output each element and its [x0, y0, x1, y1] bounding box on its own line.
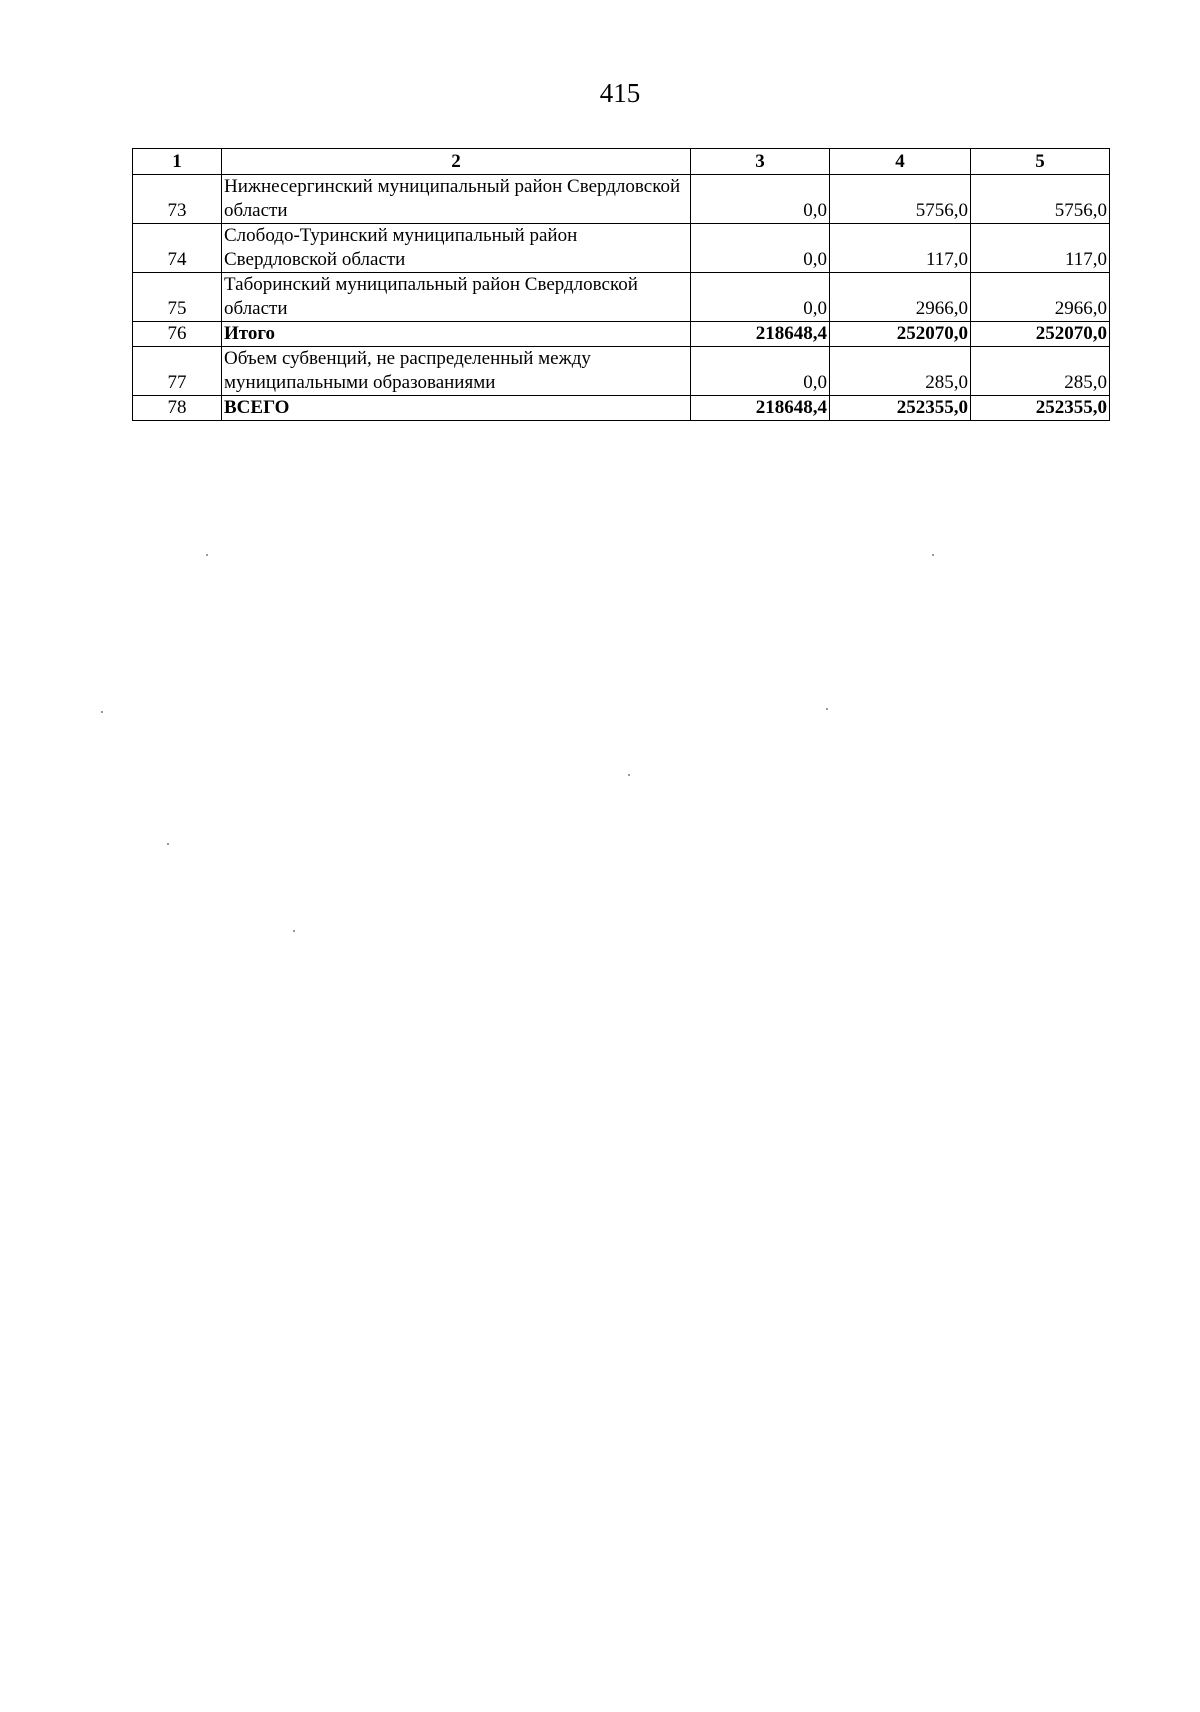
table-row: [133, 273, 1110, 322]
row-number: 73: [133, 175, 222, 224]
row-number: 77: [133, 347, 222, 396]
table-row: [133, 224, 1110, 273]
row-value-col4: 285,0: [830, 347, 971, 396]
table-row: [133, 175, 1110, 224]
row-value-col3: 0,0: [691, 175, 830, 224]
budget-table: [132, 148, 1110, 421]
row-value-col4: 252070,0: [830, 322, 971, 347]
scan-speck: [932, 554, 934, 556]
column-header-4: 4: [830, 149, 971, 175]
column-header-5: 5: [971, 149, 1110, 175]
row-value-col5: 252070,0: [971, 322, 1110, 347]
row-name: ВСЕГО: [222, 396, 691, 421]
column-header-1: 1: [133, 149, 222, 175]
table-header-row: [133, 149, 1110, 175]
scan-speck: [167, 843, 169, 845]
row-number: 76: [133, 322, 222, 347]
row-name: Слободо-Туринский муниципальный район Свердловской области: [222, 224, 691, 273]
scan-speck: [101, 711, 103, 713]
row-value-col3: 0,0: [691, 273, 830, 322]
scan-speck: [826, 708, 828, 710]
scan-speck: [628, 774, 630, 776]
row-value-col4: 117,0: [830, 224, 971, 273]
grand-total-row: [133, 396, 1110, 421]
subtotal-row: [133, 322, 1110, 347]
table-row: [133, 347, 1110, 396]
row-value-col3: 0,0: [691, 347, 830, 396]
scan-speck: [206, 554, 208, 556]
scan-speck: [293, 930, 295, 932]
row-name: Итого: [222, 322, 691, 347]
column-header-3: 3: [691, 149, 830, 175]
row-value-col3: 218648,4: [691, 322, 830, 347]
row-value-col4: 2966,0: [830, 273, 971, 322]
row-number: 74: [133, 224, 222, 273]
row-value-col5: 117,0: [971, 224, 1110, 273]
row-number: 75: [133, 273, 222, 322]
row-value-col3: 218648,4: [691, 396, 830, 421]
row-number: 78: [133, 396, 222, 421]
row-value-col5: 252355,0: [971, 396, 1110, 421]
row-value-col3: 0,0: [691, 224, 830, 273]
row-name: Нижнесергинский муниципальный район Свердловской области: [222, 175, 691, 224]
page-number: 415: [599, 78, 641, 108]
row-value-col5: 2966,0: [971, 273, 1110, 322]
row-name: Таборинский муниципальный район Свердловской области: [222, 273, 691, 322]
column-header-2: 2: [222, 149, 691, 175]
row-value-col5: 285,0: [971, 347, 1110, 396]
row-value-col4: 252355,0: [830, 396, 971, 421]
row-name: Объем субвенций, не распределенный между муниципальными образованиями: [222, 347, 691, 396]
row-value-col5: 5756,0: [971, 175, 1110, 224]
row-value-col4: 5756,0: [830, 175, 971, 224]
